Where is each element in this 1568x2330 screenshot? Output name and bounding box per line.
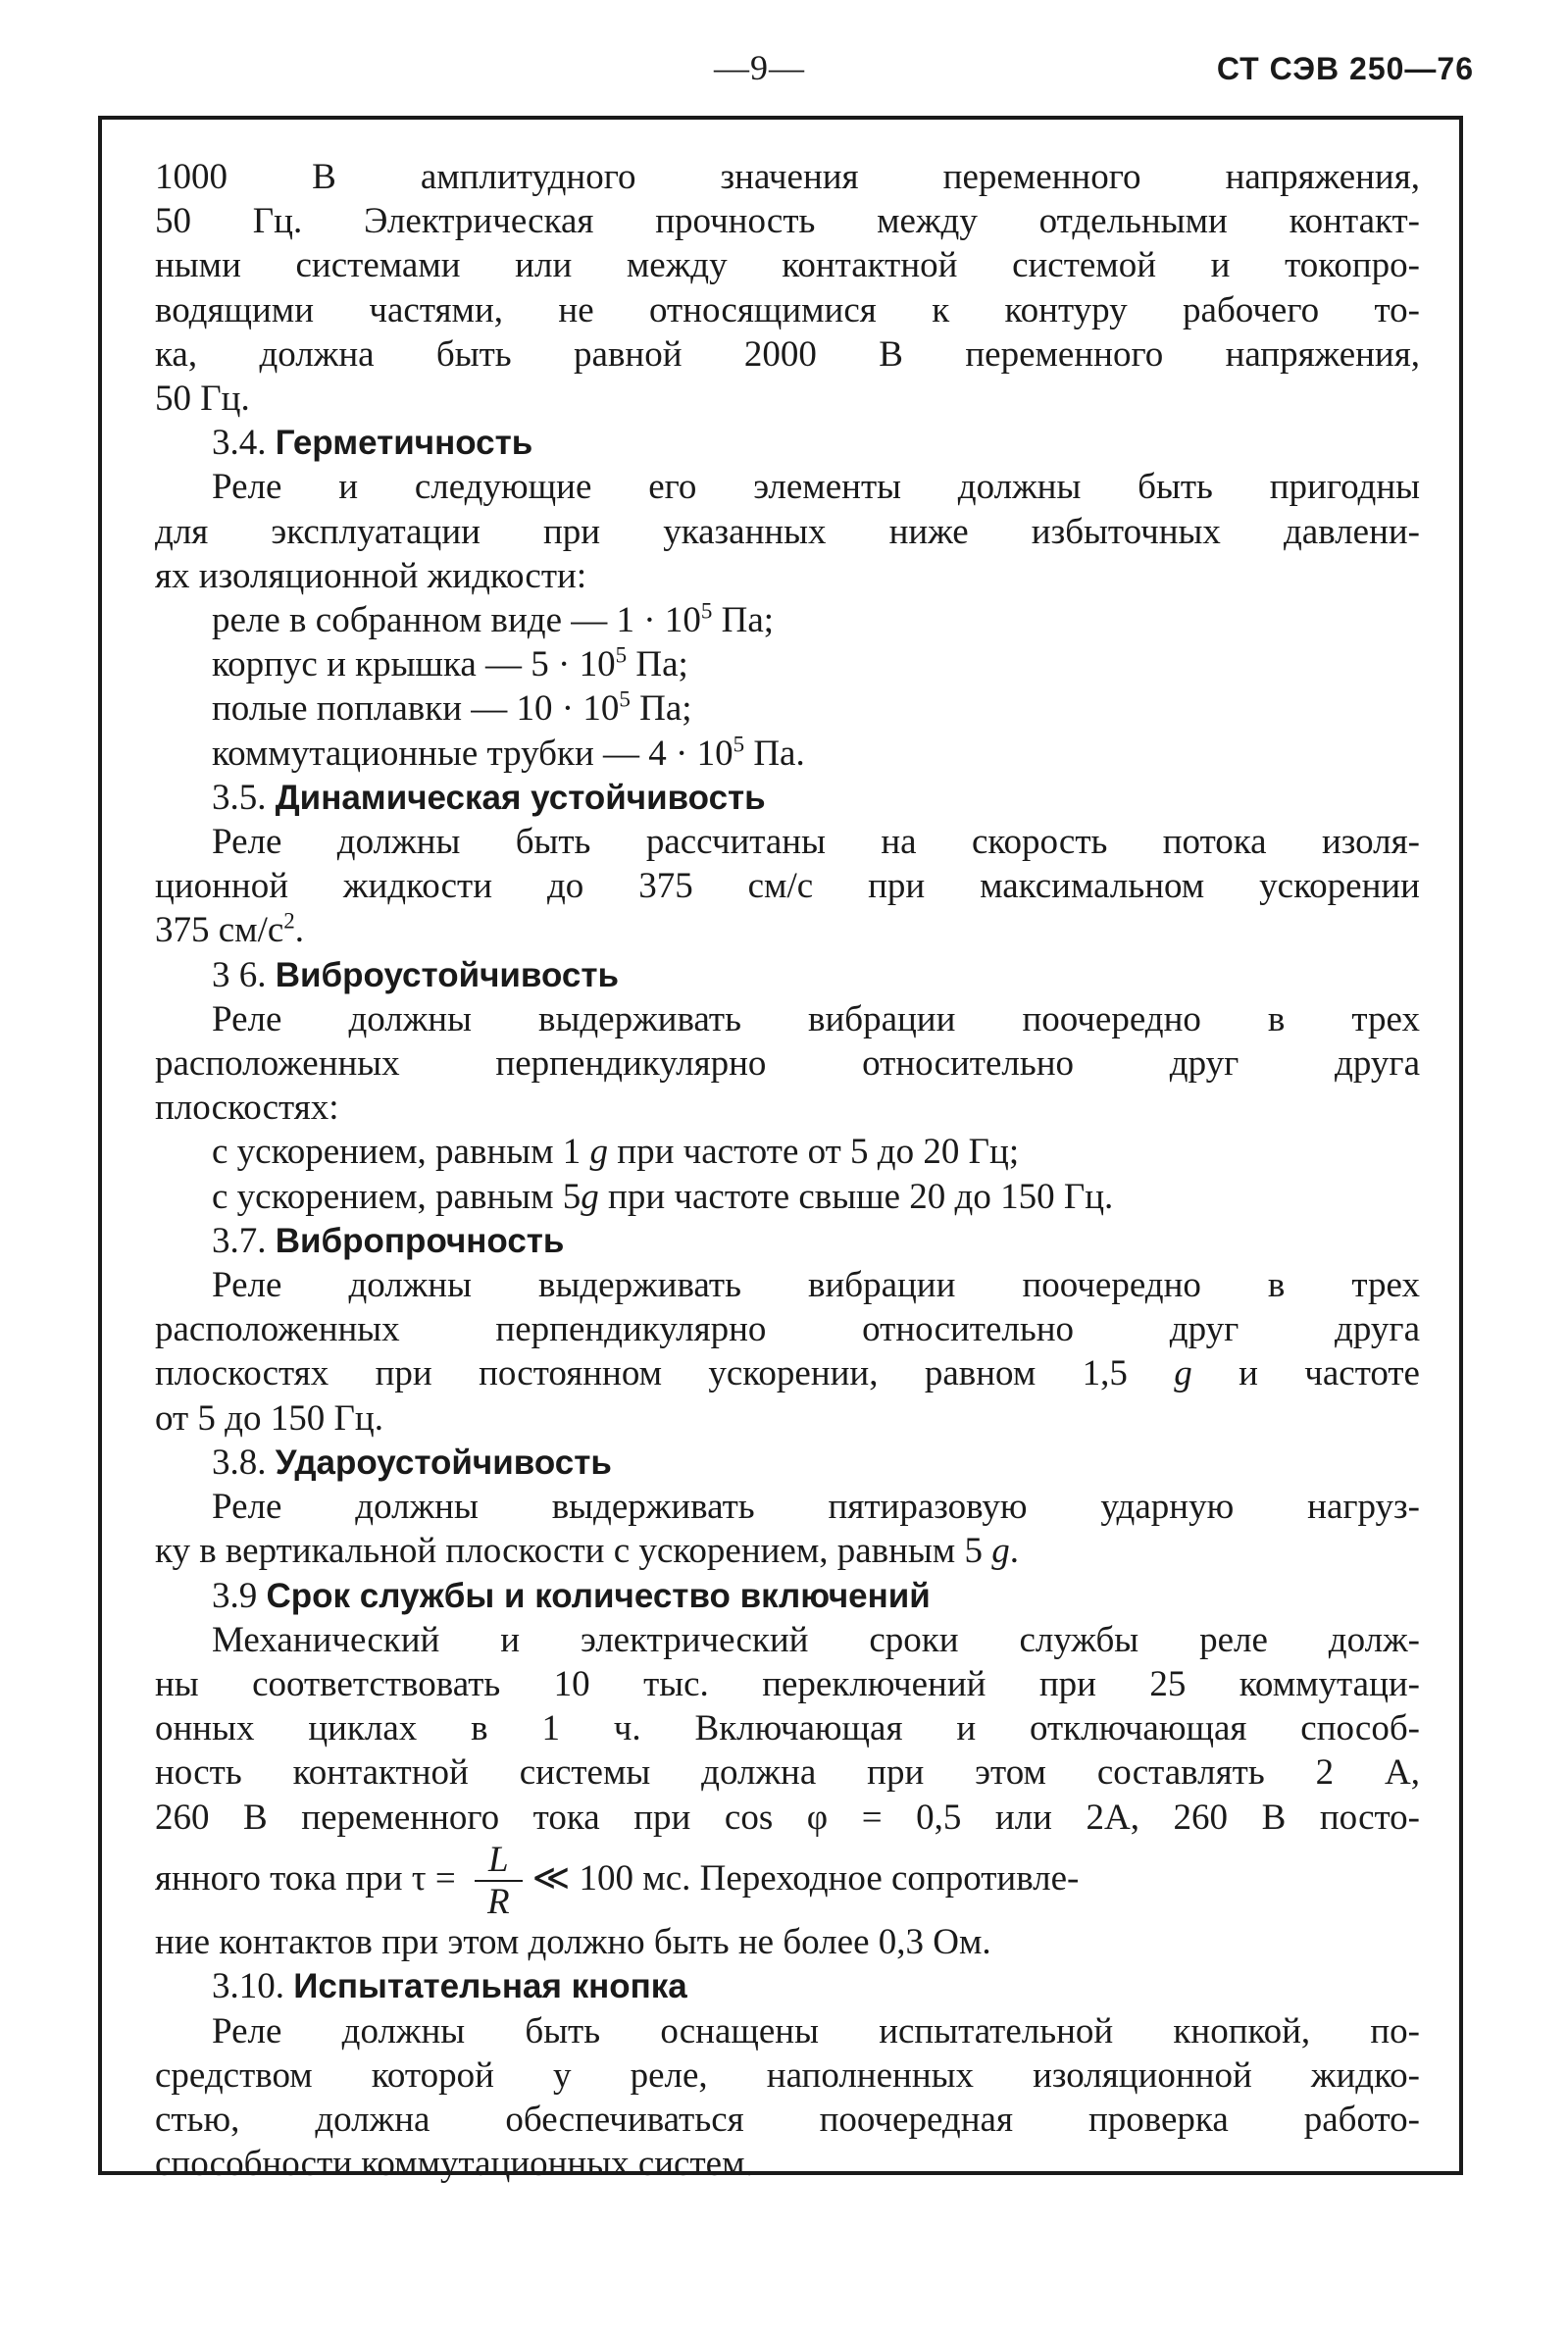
item-unit: Па. xyxy=(744,733,805,774)
text-fragment: плоскостях при постоянном ускорении, равном 1,5 xyxy=(155,1353,1175,1394)
section-number: 3.4. xyxy=(212,423,267,464)
text-line: Реле должны выдерживать вибрации поочередно в трех xyxy=(212,1265,1420,1306)
text-line: 50 Гц. Электрическая прочность между отдельными контакт- xyxy=(155,201,1420,242)
section-heading xyxy=(155,1964,1420,2008)
text-line: Реле должны выдерживать пятиразовую ударную нагруз- xyxy=(212,1487,1420,1528)
text-line: от 5 до 150 Гц. xyxy=(155,1397,383,1439)
text-line: ка, должна быть равной 2000 В переменного напряжения, xyxy=(155,333,1420,375)
section-title: Герметичность xyxy=(275,424,533,463)
list-item xyxy=(155,642,1420,686)
text-fragment: . xyxy=(294,910,305,951)
exponent: 5 xyxy=(615,642,628,668)
text-line: онных циклах в 1 ч. Включающая и отключающая способ- xyxy=(155,1708,1420,1749)
exponent: 2 xyxy=(283,909,295,935)
section-title: Испытательная кнопка xyxy=(293,1967,687,2006)
text-line: средством которой у реле, наполненных изоляционной жидко- xyxy=(155,2054,1420,2096)
text-line: 1000 В амплитудного значения переменного напряжения, xyxy=(155,157,1420,197)
section-number: 3.8. xyxy=(212,1442,267,1483)
section-number: 3.5. xyxy=(212,777,267,818)
section-title: Срок службы и количество включений xyxy=(266,1576,931,1615)
text-fragment: при частоте свыше 20 до 150 Гц. xyxy=(598,1176,1114,1217)
section-3-6 xyxy=(155,953,1420,1219)
text-line xyxy=(155,908,1420,952)
text-line: расположенных перпендикулярно относительно друг друга xyxy=(155,1309,1420,1350)
section-heading xyxy=(155,1219,1420,1263)
text-fragment: и частоте xyxy=(1191,1353,1420,1394)
text-fragment: ≪ 100 мс. Переходное сопротивле- xyxy=(531,1857,1080,1899)
text-fragment: янного тока при τ = xyxy=(155,1857,465,1899)
list-item xyxy=(155,1130,1420,1174)
section-title: Виброустойчивость xyxy=(275,955,620,994)
item-text: корпус и крышка — 5 · 10 xyxy=(212,644,616,685)
text-line: Механический и электрический сроки службы реле долж- xyxy=(212,1619,1420,1660)
text-line: ны соответствовать 10 тыс. переключений при 25 коммутаци- xyxy=(155,1663,1420,1704)
exponent: 5 xyxy=(733,732,745,757)
text-fragment: ку в вертикальной плоскости с ускорением, равным 5 xyxy=(155,1531,992,1572)
section-3-10 xyxy=(155,1964,1420,2186)
time-constant-fraction xyxy=(475,1840,523,1923)
fraction-denominator: R xyxy=(486,1882,510,1923)
exponent: 5 xyxy=(619,687,631,713)
section-heading xyxy=(155,953,1420,997)
section-number: 3 6. xyxy=(212,954,267,995)
document-body xyxy=(155,155,1420,2186)
text-line: 260 В переменного тока при cos φ = 0,5 или 2А, 260 В посто- xyxy=(155,1797,1420,1838)
section-3-4 xyxy=(155,421,1420,776)
text-fragment: . xyxy=(1009,1531,1019,1572)
document-code: СТ СЭВ 250—76 xyxy=(1216,51,1474,86)
item-unit: Па; xyxy=(712,600,775,641)
section-title: Вибропрочность xyxy=(275,1221,565,1260)
section-title: Динамическая устойчивость xyxy=(275,778,766,817)
item-text: коммутационные трубки — 4 · 10 xyxy=(212,733,733,774)
section-3-7 xyxy=(155,1219,1420,1441)
section-3-8 xyxy=(155,1441,1420,1574)
text-fragment: с ускорением, равным 5 xyxy=(212,1176,582,1217)
section-number: 3.9 xyxy=(212,1575,258,1616)
section-heading xyxy=(155,421,1420,465)
section-heading xyxy=(155,1441,1420,1485)
text-fragment: 375 см/с xyxy=(155,910,284,951)
text-fragment: с ускорением, равным 1 xyxy=(212,1132,590,1173)
text-line: Реле и следующие его элементы должны быть пригодны xyxy=(212,467,1420,508)
item-unit: Па; xyxy=(630,688,692,730)
page-number: —9— xyxy=(714,48,805,87)
section-number: 3.7. xyxy=(212,1220,267,1261)
text-line: для эксплуатации при указанных ниже избыточных давлени- xyxy=(155,511,1420,552)
section-heading xyxy=(155,776,1420,820)
symbol-g: g xyxy=(589,1132,609,1173)
section-title: Удароустойчивость xyxy=(275,1443,612,1482)
text-line: ными системами или между контактной системой и токопро- xyxy=(155,245,1420,286)
fraction-numerator: L xyxy=(475,1842,523,1882)
text-line: Реле должны выдерживать вибрации поочередно в трех xyxy=(212,998,1420,1039)
exponent: 5 xyxy=(700,598,713,624)
section-3-5 xyxy=(155,776,1420,953)
symbol-g: g xyxy=(1174,1353,1192,1394)
text-line: ние контактов при этом должно быть не более 0,3 Ом. xyxy=(155,1922,991,1963)
formula-line xyxy=(155,1840,1420,1921)
text-line: 50 Гц. xyxy=(155,379,250,420)
text-line: Реле должны быть оснащены испытательной кнопкой, по- xyxy=(212,2010,1420,2051)
item-unit: Па; xyxy=(627,644,688,685)
text-line: водящими частями, не относящимися к контуру рабочего то- xyxy=(155,289,1420,330)
text-line: способности коммутационных систем. xyxy=(155,2144,754,2185)
list-item xyxy=(155,598,1420,642)
text-line: Реле должны быть рассчитаны на скорость потока изоля- xyxy=(212,822,1420,863)
symbol-g: g xyxy=(991,1531,1010,1572)
text-line: ционной жидкости до 375 см/с при максимальном ускорении xyxy=(155,866,1420,907)
text-line xyxy=(155,1351,1420,1395)
section-heading xyxy=(155,1574,1420,1618)
text-line xyxy=(155,1529,1420,1573)
text-line: стью, должна обеспечиваться поочередная проверка работо- xyxy=(155,2100,1420,2141)
text-line: расположенных перпендикулярно относительно друг друга xyxy=(155,1043,1420,1085)
text-fragment: при частоте от 5 до 20 Гц; xyxy=(608,1132,1020,1173)
item-text: реле в собранном виде — 1 · 10 xyxy=(212,600,701,641)
list-item xyxy=(155,686,1420,731)
symbol-g: g xyxy=(581,1176,599,1217)
list-item xyxy=(155,1175,1420,1219)
item-text: полые поплавки — 10 · 10 xyxy=(212,688,620,730)
paragraph-electrical-strength xyxy=(155,155,1420,421)
section-number: 3.10. xyxy=(212,1966,284,2007)
list-item xyxy=(155,732,1420,776)
text-line: плоскостях: xyxy=(155,1088,339,1129)
text-line: ях изоляционной жидкости: xyxy=(155,555,587,596)
section-3-9 xyxy=(155,1574,1420,1965)
text-line: ность контактной системы должна при этом составлять 2 А, xyxy=(155,1752,1420,1794)
